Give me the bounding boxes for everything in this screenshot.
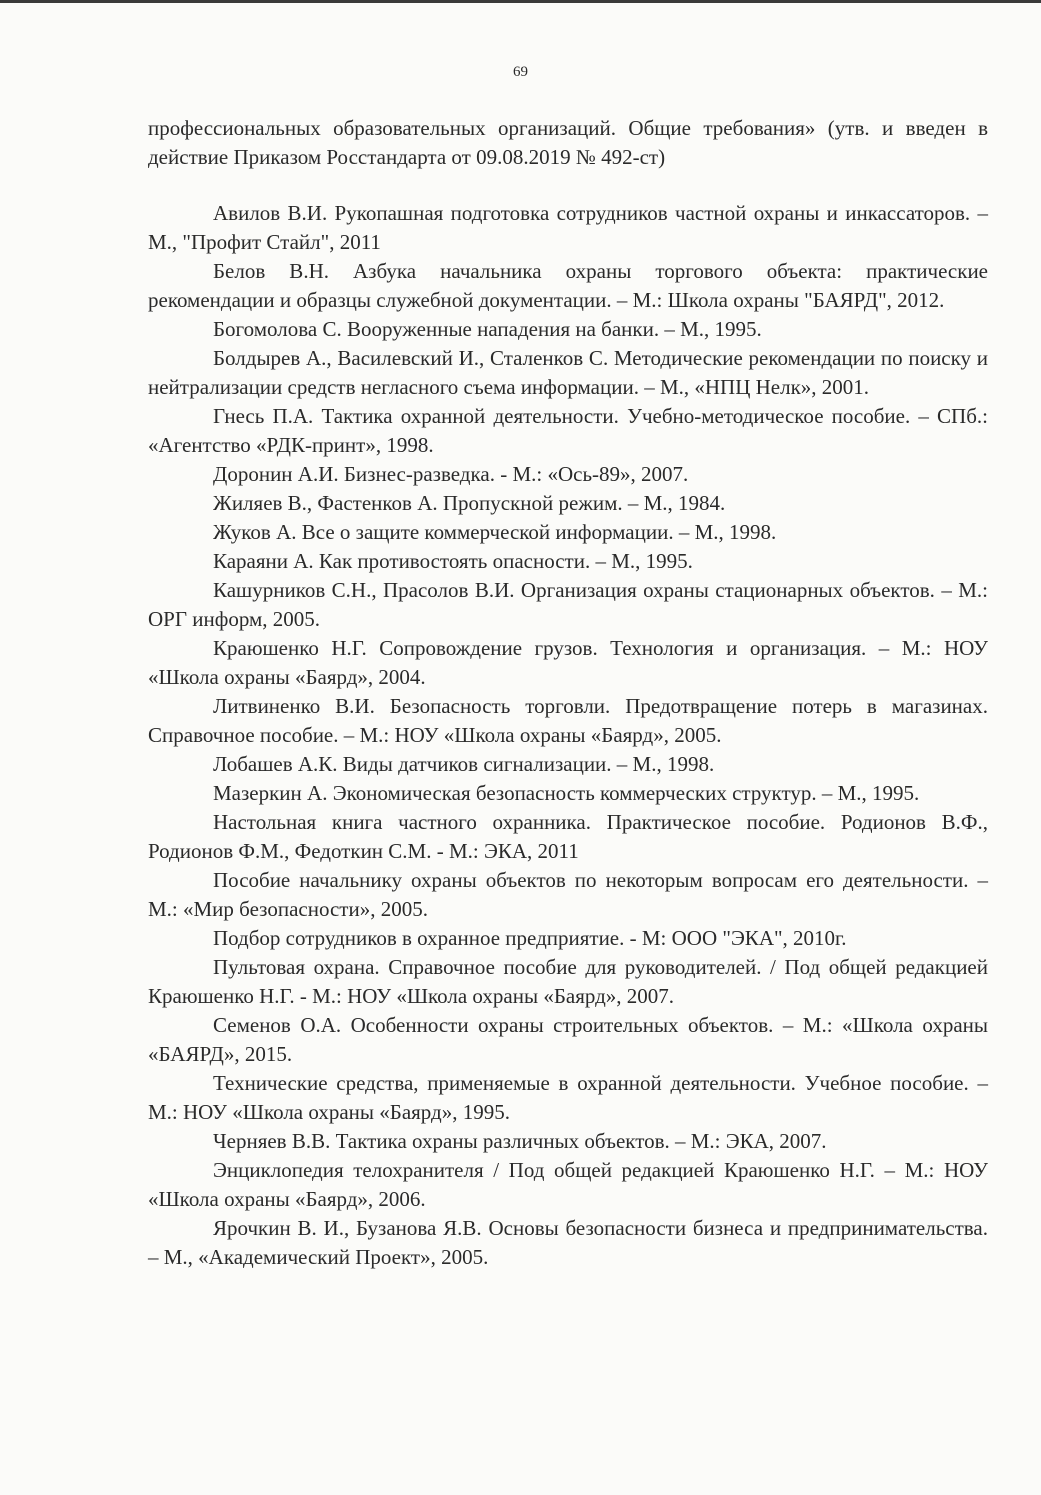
reference-entry: Семенов О.А. Особенности охраны строительных объектов. – М.: «Школа охраны «БАЯРД», 2015. xyxy=(148,1013,988,1066)
reference-entry: Лобашев А.К. Виды датчиков сигнализации. – М., 1998. xyxy=(213,752,715,776)
reference-entry: Кашурников С.Н., Прасолов В.И. Организация охраны стационарных объектов. – М.: ОРГ информ, 2005. xyxy=(148,578,988,631)
reference-list xyxy=(148,199,988,1272)
reference-entry: Литвиненко В.И. Безопасность торговли. Предотвращение потерь в магазинах. Справочное пособие. – М.: НОУ «Школа охраны «Баярд», 2005. xyxy=(148,694,988,747)
reference-entry: Болдырев А., Василевский И., Сталенков С. Методические рекомендации по поиску и нейтрализации средств негласного съема информации. – М., «НПЦ Нелк», 2001. xyxy=(148,346,988,399)
reference-entry: Доронин А.И. Бизнес-разведка. - М.: «Ось-89», 2007. xyxy=(213,462,689,486)
intro-paragraph: профессиональных образовательных организаций. Общие требования» (утв. и введен в действие Приказом Росстандарта от 09.08.2019 № 492-ст) xyxy=(148,116,988,169)
reference-entry: Мазеркин А. Экономическая безопасность коммерческих структур. – М., 1995. xyxy=(213,781,920,805)
reference-entry: Черняев В.В. Тактика охраны различных объектов. – М.: ЭКА, 2007. xyxy=(213,1129,827,1153)
reference-entry: Ярочкин В. И., Бузанова Я.В. Основы безопасности бизнеса и предпринимательства. – М., «Академический Проект», 2005. xyxy=(148,1216,988,1269)
scan-edge xyxy=(0,0,1041,3)
reference-entry: Караяни А. Как противостоять опасности. – М., 1995. xyxy=(213,549,693,573)
page-body xyxy=(148,114,988,1272)
reference-entry: Жиляев В., Фастенков А. Пропускной режим. – М., 1984. xyxy=(213,491,726,515)
reference-entry: Авилов В.И. Рукопашная подготовка сотрудников частной охраны и инкассаторов. – М., "Профит Стайл", 2011 xyxy=(148,201,988,254)
reference-entry: Краюшенко Н.Г. Сопровождение грузов. Технология и организация. – М.: НОУ «Школа охраны «Баярд», 2004. xyxy=(148,636,988,689)
reference-entry: Жуков А. Все о защите коммерческой информации. – М., 1998. xyxy=(213,520,777,544)
reference-entry: Энциклопедия телохранителя / Под общей редакцией Краюшенко Н.Г. – М.: НОУ «Школа охраны «Баярд», 2006. xyxy=(148,1158,988,1211)
reference-entry: Белов В.Н. Азбука начальника охраны торгового объекта: практические рекомендации и образцы служебной документации. – М.: Школа охраны "БАЯРД", 2012. xyxy=(148,259,988,312)
reference-entry: Пультовая охрана. Справочное пособие для руководителей. / Под общей редакцией Краюшенко Н.Г. - М.: НОУ «Школа охраны «Баярд», 2007. xyxy=(148,955,988,1008)
page-number: 69 xyxy=(513,64,528,80)
reference-entry: Настольная книга частного охранника. Практическое пособие. Родионов В.Ф., Родионов Ф.М., Федоткин С.М. - М.: ЭКА, 2011 xyxy=(148,810,988,863)
reference-entry: Технические средства, применяемые в охранной деятельности. Учебное пособие. – М.: НОУ «Школа охраны «Баярд», 1995. xyxy=(148,1071,988,1124)
reference-entry: Гнесь П.А. Тактика охранной деятельности. Учебно-методическое пособие. – СПб.: «Агентство «РДК-принт», 1998. xyxy=(148,404,988,457)
reference-entry: Подбор сотрудников в охранное предприятие. - М: ООО "ЭКА", 2010г. xyxy=(213,926,847,950)
reference-entry: Пособие начальнику охраны объектов по некоторым вопросам его деятельности. – М.: «Мир безопасности», 2005. xyxy=(148,868,988,921)
reference-entry: Богомолова С. Вооруженные нападения на банки. – М., 1995. xyxy=(213,317,762,341)
